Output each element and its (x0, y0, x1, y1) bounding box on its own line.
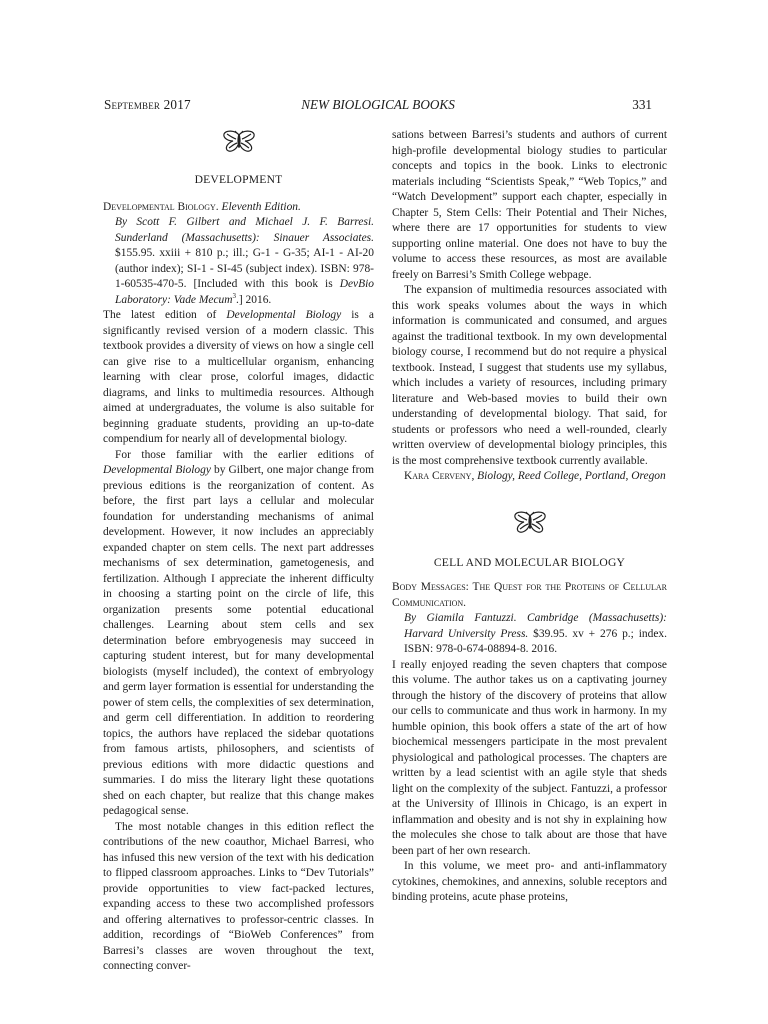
review-paragraph: I really enjoyed reading the seven chapters that compose this volume. The author takes us on a captivating journey through the history of the discovery of proteins that allow our cells to communicate and thus work in harmony. In my humble opinion, this book offers a state of the art of how biochemical messengers participate in the most prevalent physiological and pathological processes. The chapters are written by a lead scientist with an agile style that sheds light on the complexity of the subject. Fantuzzi, a professor at the University of Illinois in Chicago, is an expert in inflammation and obesity and is not shy in explaining how the molecules she chose to talk about are those that have been part of her own research. (392, 658, 667, 857)
citation-year: .] 2016. (236, 293, 272, 306)
book-citation (392, 611, 667, 658)
running-head-date: September 2017 (104, 97, 191, 112)
butterfly-ornament-icon (222, 130, 256, 154)
review-paragraph: In this volume, we meet pro- and anti-inflammatory cytokines, chemokines, and annexins, soluble receptors and binding proteins, acute phase proteins, (392, 860, 667, 903)
citation-details: $39.95. xv + 276 p.; index. ISBN: 978-0-674-08894-8. 2016. (404, 627, 667, 655)
review-paragraph: The most notable changes in this edition reflect the contributions of the new coauthor, Michael Barresi, who has infused this new version of the text with his dedication to flipped classroom approaches. Links to “Dev Tutorials” provide opportunities to view fact-packed lectures, expanding access to these two accomplished professors and offering alternatives to professor-centric classes. In addition, recordings of “BioWeb Conferences” from Barresi’s classes are woven throughout the text, connecting conver- (103, 820, 374, 972)
reviewer-affiliation: , Biology, Reed College, Portland, Oregon (471, 470, 666, 482)
paragraph-text: by Gilbert, one major change from previous editions is the reorganization of content. As before, the first part lays a cellular and molecular foundation for understanding mechanisms of animal development. However, it now includes an appreciably expanded chapter on stem cells. The next part addresses mechanisms of sex determination, gametogenesis, and fertilization. Although I appreciate the inherent difficulty in choosing a starting point on the circle of life, this organization presents some potential educational challenges. Learning about stem cells and sex determination before embryogenesis may succeed in capturing student interest, but for many developmental biologists (myself included), the context of embryology and germ layer formation is essential for understanding the power of stem cells, the complexities of sex determination, and germ cell differentiation. In addition to reordering topics, the authors have replaced the sidebar quotations from famous artists, philosophers, and scientists of previous editions with more didactic questions and summaries. I do miss the literary light these quotations shed on each chapter, but realize that this change makes pedagogical sense. (103, 464, 374, 817)
paragraph-text: For those familiar with the earlier editions of (115, 448, 374, 461)
book-citation (103, 215, 374, 308)
reviewer-name: Kara Cerveny (404, 470, 472, 482)
book-title: Developmental Biology. (103, 200, 219, 213)
entry-heading (392, 580, 667, 611)
citation-companion-title: DevBio Laboratory: Vade Mecum (115, 278, 374, 306)
paragraph-title-ref: Developmental Biology (103, 464, 211, 476)
review-paragraph: The expansion of multimedia resources associated with this work speaks volumes about the ways in which information is communicated and consumed, and argues against the traditional textbook. In my own developmental biology course, I recommend but do not require a physical textbook. Instead, I suggest that students use my syllabus, which includes a variety of resources, including primary literature and Web-based movies to build their own understanding of developmental biology. That said, for students or professors who need a well-rounded, clearly written overview of developmental biology principles, this is the most comprehensive textbook currently available. (392, 284, 667, 467)
citation-details: $155.95. xxiii + 810 p.; ill.; G-1 - G-35; AI-1 - AI-20 (author index); SI-1 - SI-45 (subject index). ISBN: 978-1-60535-470-5. [Included with this book is (115, 247, 374, 290)
paragraph-text: is a significantly revised version of a modern classic. This textbook provides a diversity of views on how a single cell can give rise to a multicellular organism, enhancing learning with clear prose, colorful images, didactic diagrams, and links to multimedia resources. Although aimed at undergraduates, the volume is also suitable for beginning graduate students, providing an up-to-date compendium for nearly all of developmental biology. (103, 309, 374, 445)
paragraph-title-ref: Developmental Biology (226, 309, 342, 321)
book-edition: Eleventh Edition. (221, 200, 301, 213)
review-paragraph (103, 448, 374, 820)
running-head (104, 97, 652, 115)
entry-heading (103, 200, 374, 216)
reviewer-signature (392, 469, 667, 485)
citation-authors-publisher: By Giamila Fantuzzi. Cambridge (Massachusetts): Harvard University Press. (404, 612, 667, 640)
right-column (392, 128, 667, 906)
citation-authors-publisher: By Scott F. Gilbert and Michael J. F. Barresi. Sunderland (Massachusetts): Sinauer Associates. (115, 216, 374, 244)
paragraph-text: The latest edition of (103, 309, 227, 321)
review-paragraph: sations between Barresi’s students and authors of current high-profile developmental biology studies to particular concepts and topics in the book. Links to electronic materials including “Scientists Speak,” “Web Topics,” and “Watch Development” support each chapter, especially in Chapter 5, Stem Cells: Their Potential and Their Niches, where there are 17 opportunities for students to view supporting online material. One does not have to buy the volume to access these resources, as most are available freely on Barresi’s Smith College webpage. (392, 129, 667, 281)
section-title-cell-molecular: CELL AND MOLECULAR BIOLOGY (433, 555, 626, 569)
citation-superscript: 3 (232, 291, 237, 300)
running-head-journal: NEW BIOLOGICAL BOOKS (301, 97, 455, 112)
review-paragraph (103, 308, 374, 448)
butterfly-ornament-icon (513, 511, 547, 535)
left-column (103, 128, 374, 975)
section-title-development: DEVELOPMENT (194, 173, 283, 186)
page-number: 331 (632, 97, 652, 112)
book-title: Body Messages: The Quest for the Proteins of Cellular Communication. (392, 581, 667, 609)
